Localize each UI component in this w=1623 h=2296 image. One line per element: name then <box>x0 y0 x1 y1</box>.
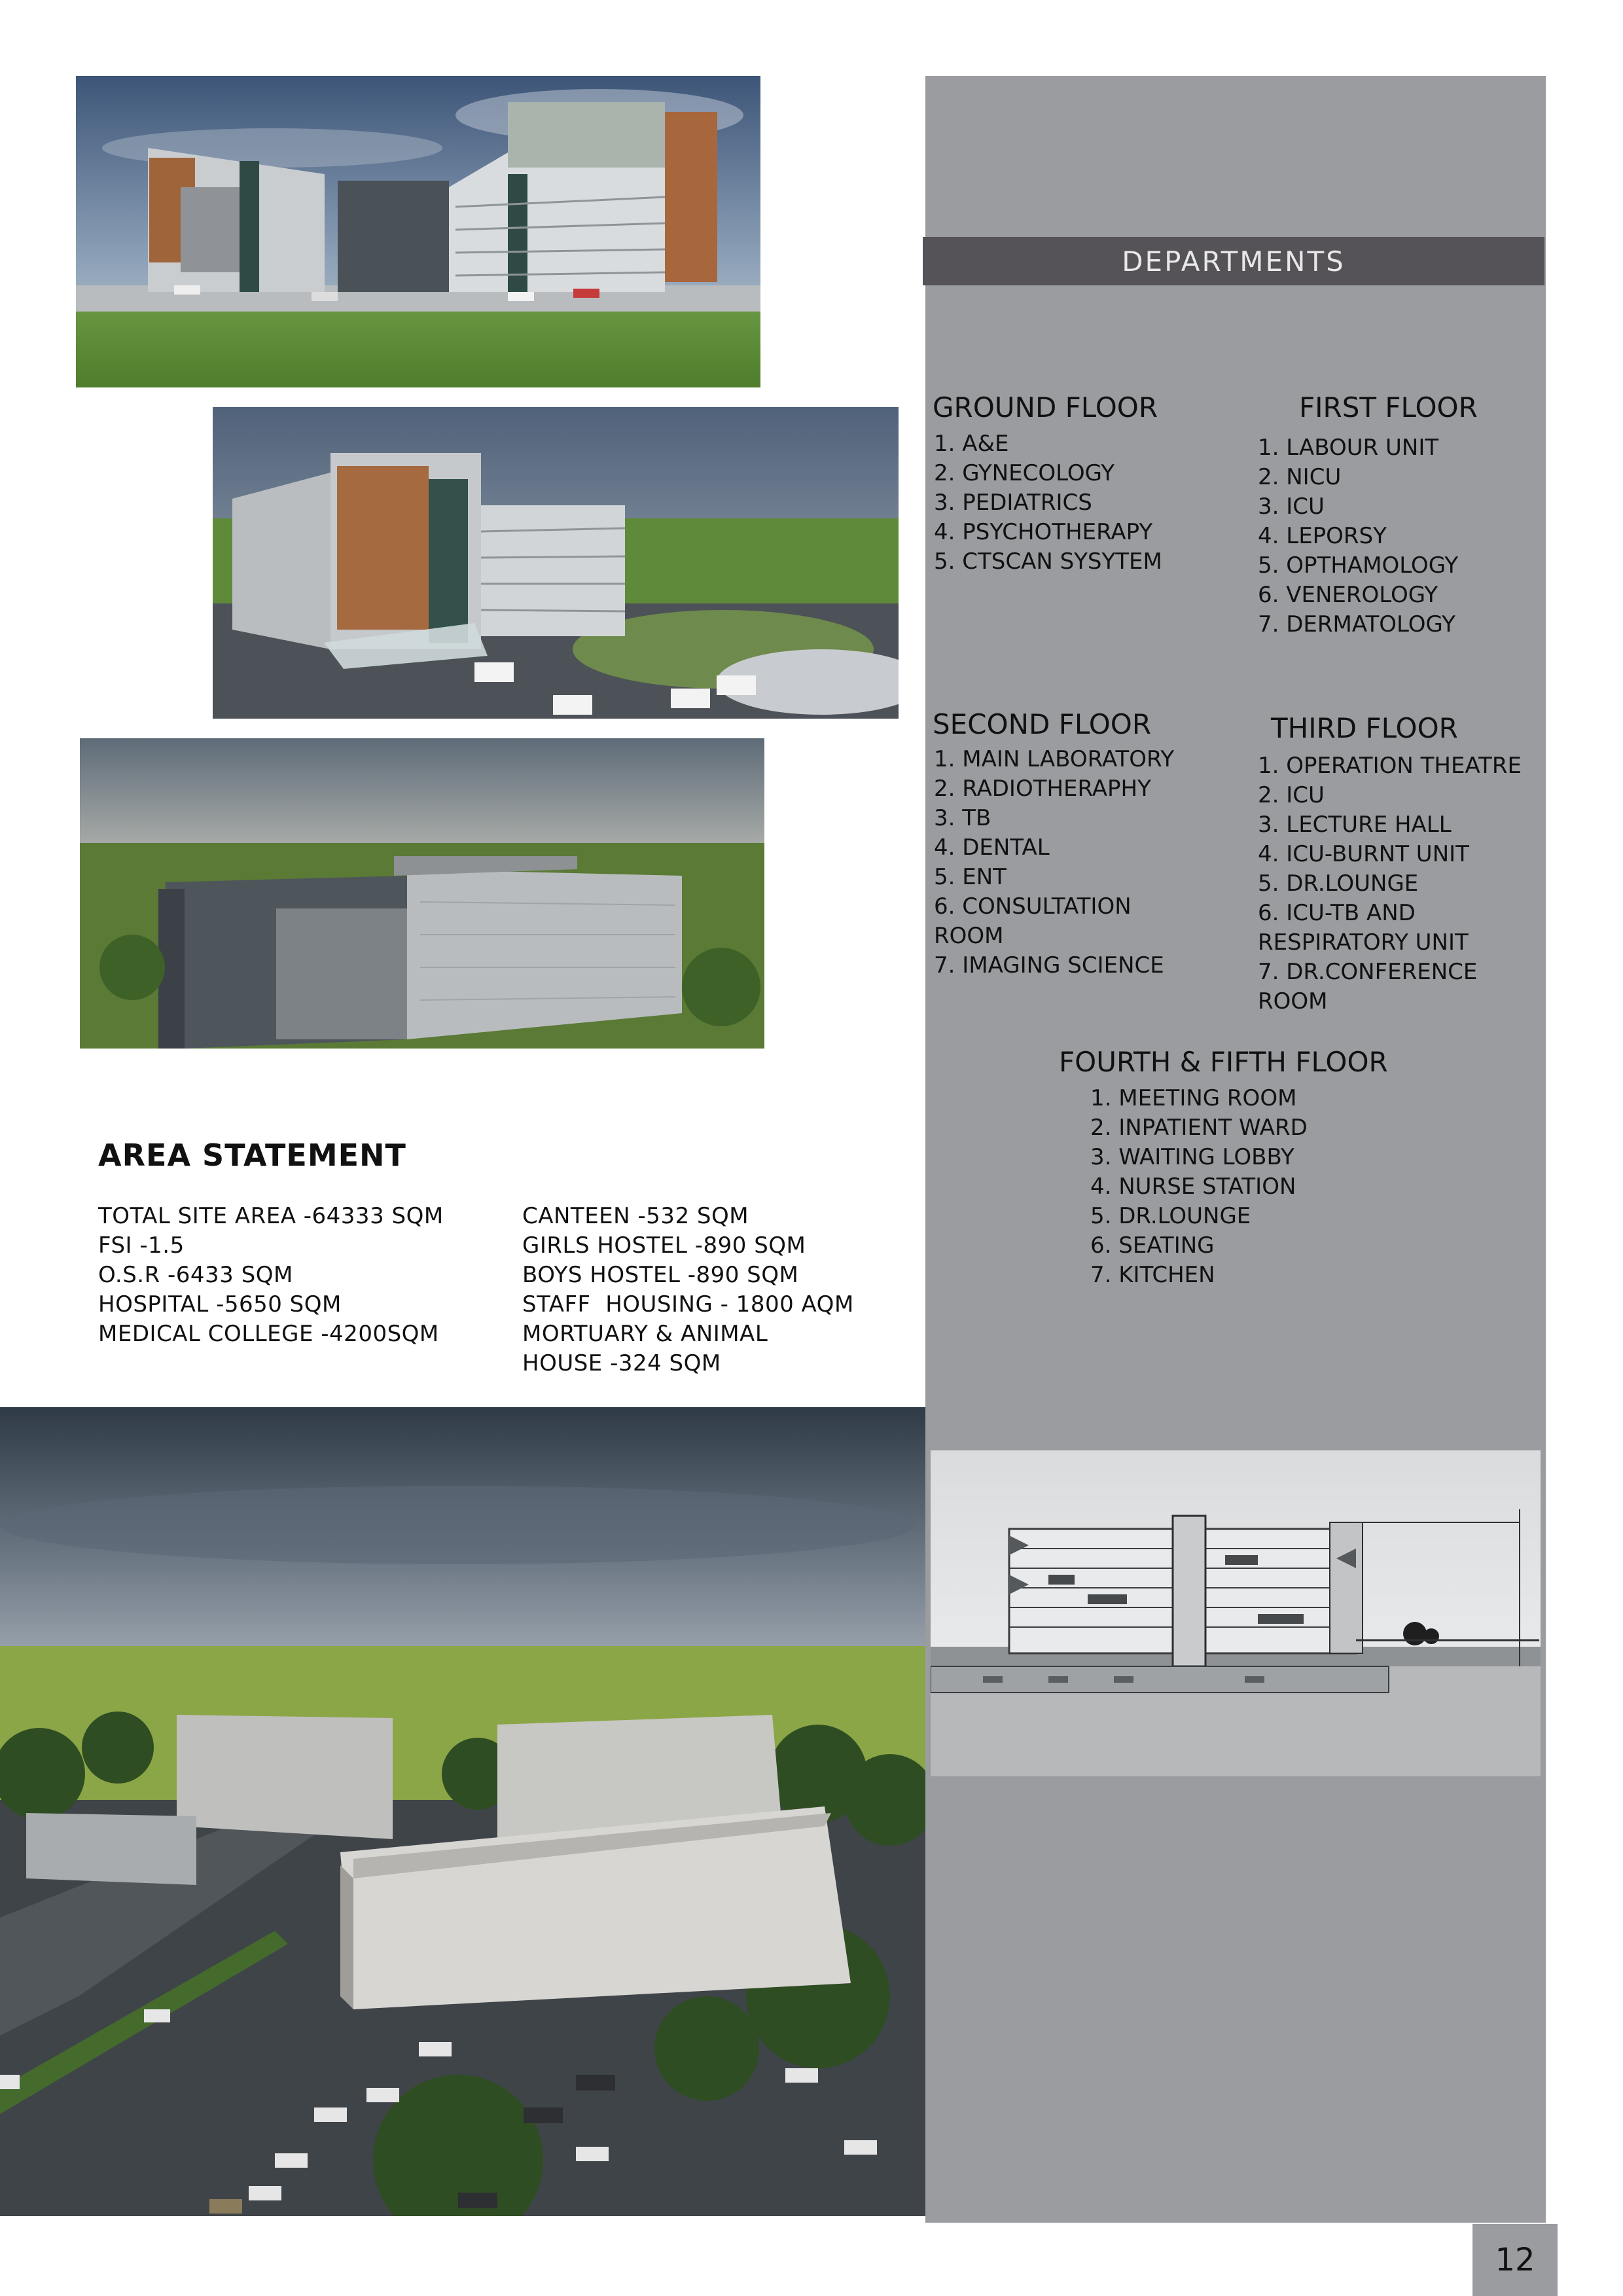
list-item: 5. OPTHAMOLOGY <box>1258 552 1459 579</box>
list-item: 2. GYNECOLOGY <box>934 460 1115 486</box>
list-item: 4. DENTAL <box>934 834 1050 861</box>
list-item: 7. DERMATOLOGY <box>1258 611 1455 637</box>
list-item: 3. PEDIATRICS <box>934 490 1092 516</box>
list-item: 5. DR.LOUNGE <box>1090 1203 1251 1229</box>
area-item: BOYS HOSTEL -890 SQM <box>522 1262 799 1288</box>
ground-floor-title: GROUND FLOOR <box>933 391 1158 423</box>
area-statement-title: AREA STATEMENT <box>98 1138 406 1173</box>
list-item: 1. MAIN LABORATORY <box>934 746 1175 772</box>
ground-floor-list <box>934 429 1235 577</box>
area-item: GIRLS HOSTEL -890 SQM <box>522 1232 806 1259</box>
list-item: 7. KITCHEN <box>1090 1262 1215 1288</box>
list-item: 3. TB <box>934 805 991 831</box>
area-item: HOSPITAL -5650 SQM <box>98 1291 342 1318</box>
list-item: 5. ENT <box>934 864 1007 890</box>
area-item: FSI -1.5 <box>98 1232 185 1259</box>
list-item: 2. RADIOTHERAPHY <box>934 776 1151 802</box>
building-section-drawing <box>931 1450 1541 1776</box>
hospital-render-aerial <box>213 407 899 719</box>
hospital-render-front <box>76 76 760 387</box>
list-item: 2. ICU <box>1258 782 1325 808</box>
list-item: 2. NICU <box>1258 464 1342 490</box>
list-item: 4. ICU-BURNT UNIT <box>1258 841 1469 867</box>
list-item: 7. IMAGING SCIENCE <box>934 952 1164 978</box>
list-item: 6. SEATING <box>1090 1232 1215 1259</box>
list-item: 7. DR.CONFERENCE ROOM <box>1258 959 1485 1014</box>
area-item: STAFF HOUSING - 1800 AQM <box>522 1291 854 1318</box>
list-item: 3. ICU <box>1258 493 1325 520</box>
list-item: 5. DR.LOUNGE <box>1258 870 1419 897</box>
list-item: 1. A&E <box>934 431 1009 457</box>
list-item: 6. ICU-TB AND RESPIRATORY UNIT <box>1258 900 1469 956</box>
area-item: MORTUARY & ANIMAL HOUSE -324 SQM <box>522 1321 776 1376</box>
first-floor-title: FIRST FLOOR <box>1299 391 1478 423</box>
page-number: 12 <box>1472 2224 1558 2296</box>
fourth-fifth-floor-list <box>1090 1084 1431 1290</box>
list-item: 3. WAITING LOBBY <box>1090 1144 1294 1170</box>
area-item: O.S.R -6433 SQM <box>98 1262 293 1288</box>
list-item: 3. LECTURE HALL <box>1258 812 1452 838</box>
area-statement-left-list <box>98 1202 504 1349</box>
list-item: 6. CONSULTATION ROOM <box>934 893 1139 949</box>
list-item: 1. LABOUR UNIT <box>1258 435 1439 461</box>
departments-banner: DEPARTMENTS <box>923 237 1544 285</box>
third-floor-list <box>1258 751 1546 1016</box>
area-statement-right-list <box>522 1202 902 1378</box>
second-floor-list <box>934 745 1196 980</box>
list-item: 4. LEPORSY <box>1258 523 1387 549</box>
first-floor-list <box>1258 433 1539 639</box>
area-item: CANTEEN -532 SQM <box>522 1203 749 1229</box>
area-item: TOTAL SITE AREA -64333 SQM <box>98 1203 444 1229</box>
third-floor-title: THIRD FLOOR <box>1271 712 1458 744</box>
list-item: 4. PSYCHOTHERAPY <box>934 519 1153 545</box>
list-item: 4. NURSE STATION <box>1090 1174 1296 1200</box>
campus-aerial-render <box>0 1407 925 2216</box>
area-item: MEDICAL COLLEGE -4200SQM <box>98 1321 439 1347</box>
hospital-render-rear <box>80 738 764 1049</box>
list-item: 1. OPERATION THEATRE <box>1258 753 1522 779</box>
second-floor-title: SECOND FLOOR <box>933 708 1152 740</box>
list-item: 6. VENEROLOGY <box>1258 582 1438 608</box>
list-item: 1. MEETING ROOM <box>1090 1085 1297 1111</box>
list-item: 2. INPATIENT WARD <box>1090 1115 1308 1141</box>
list-item: 5. CTSCAN SYSYTEM <box>934 548 1162 575</box>
fourth-fifth-floor-title: FOURTH & FIFTH FLOOR <box>1059 1046 1388 1078</box>
